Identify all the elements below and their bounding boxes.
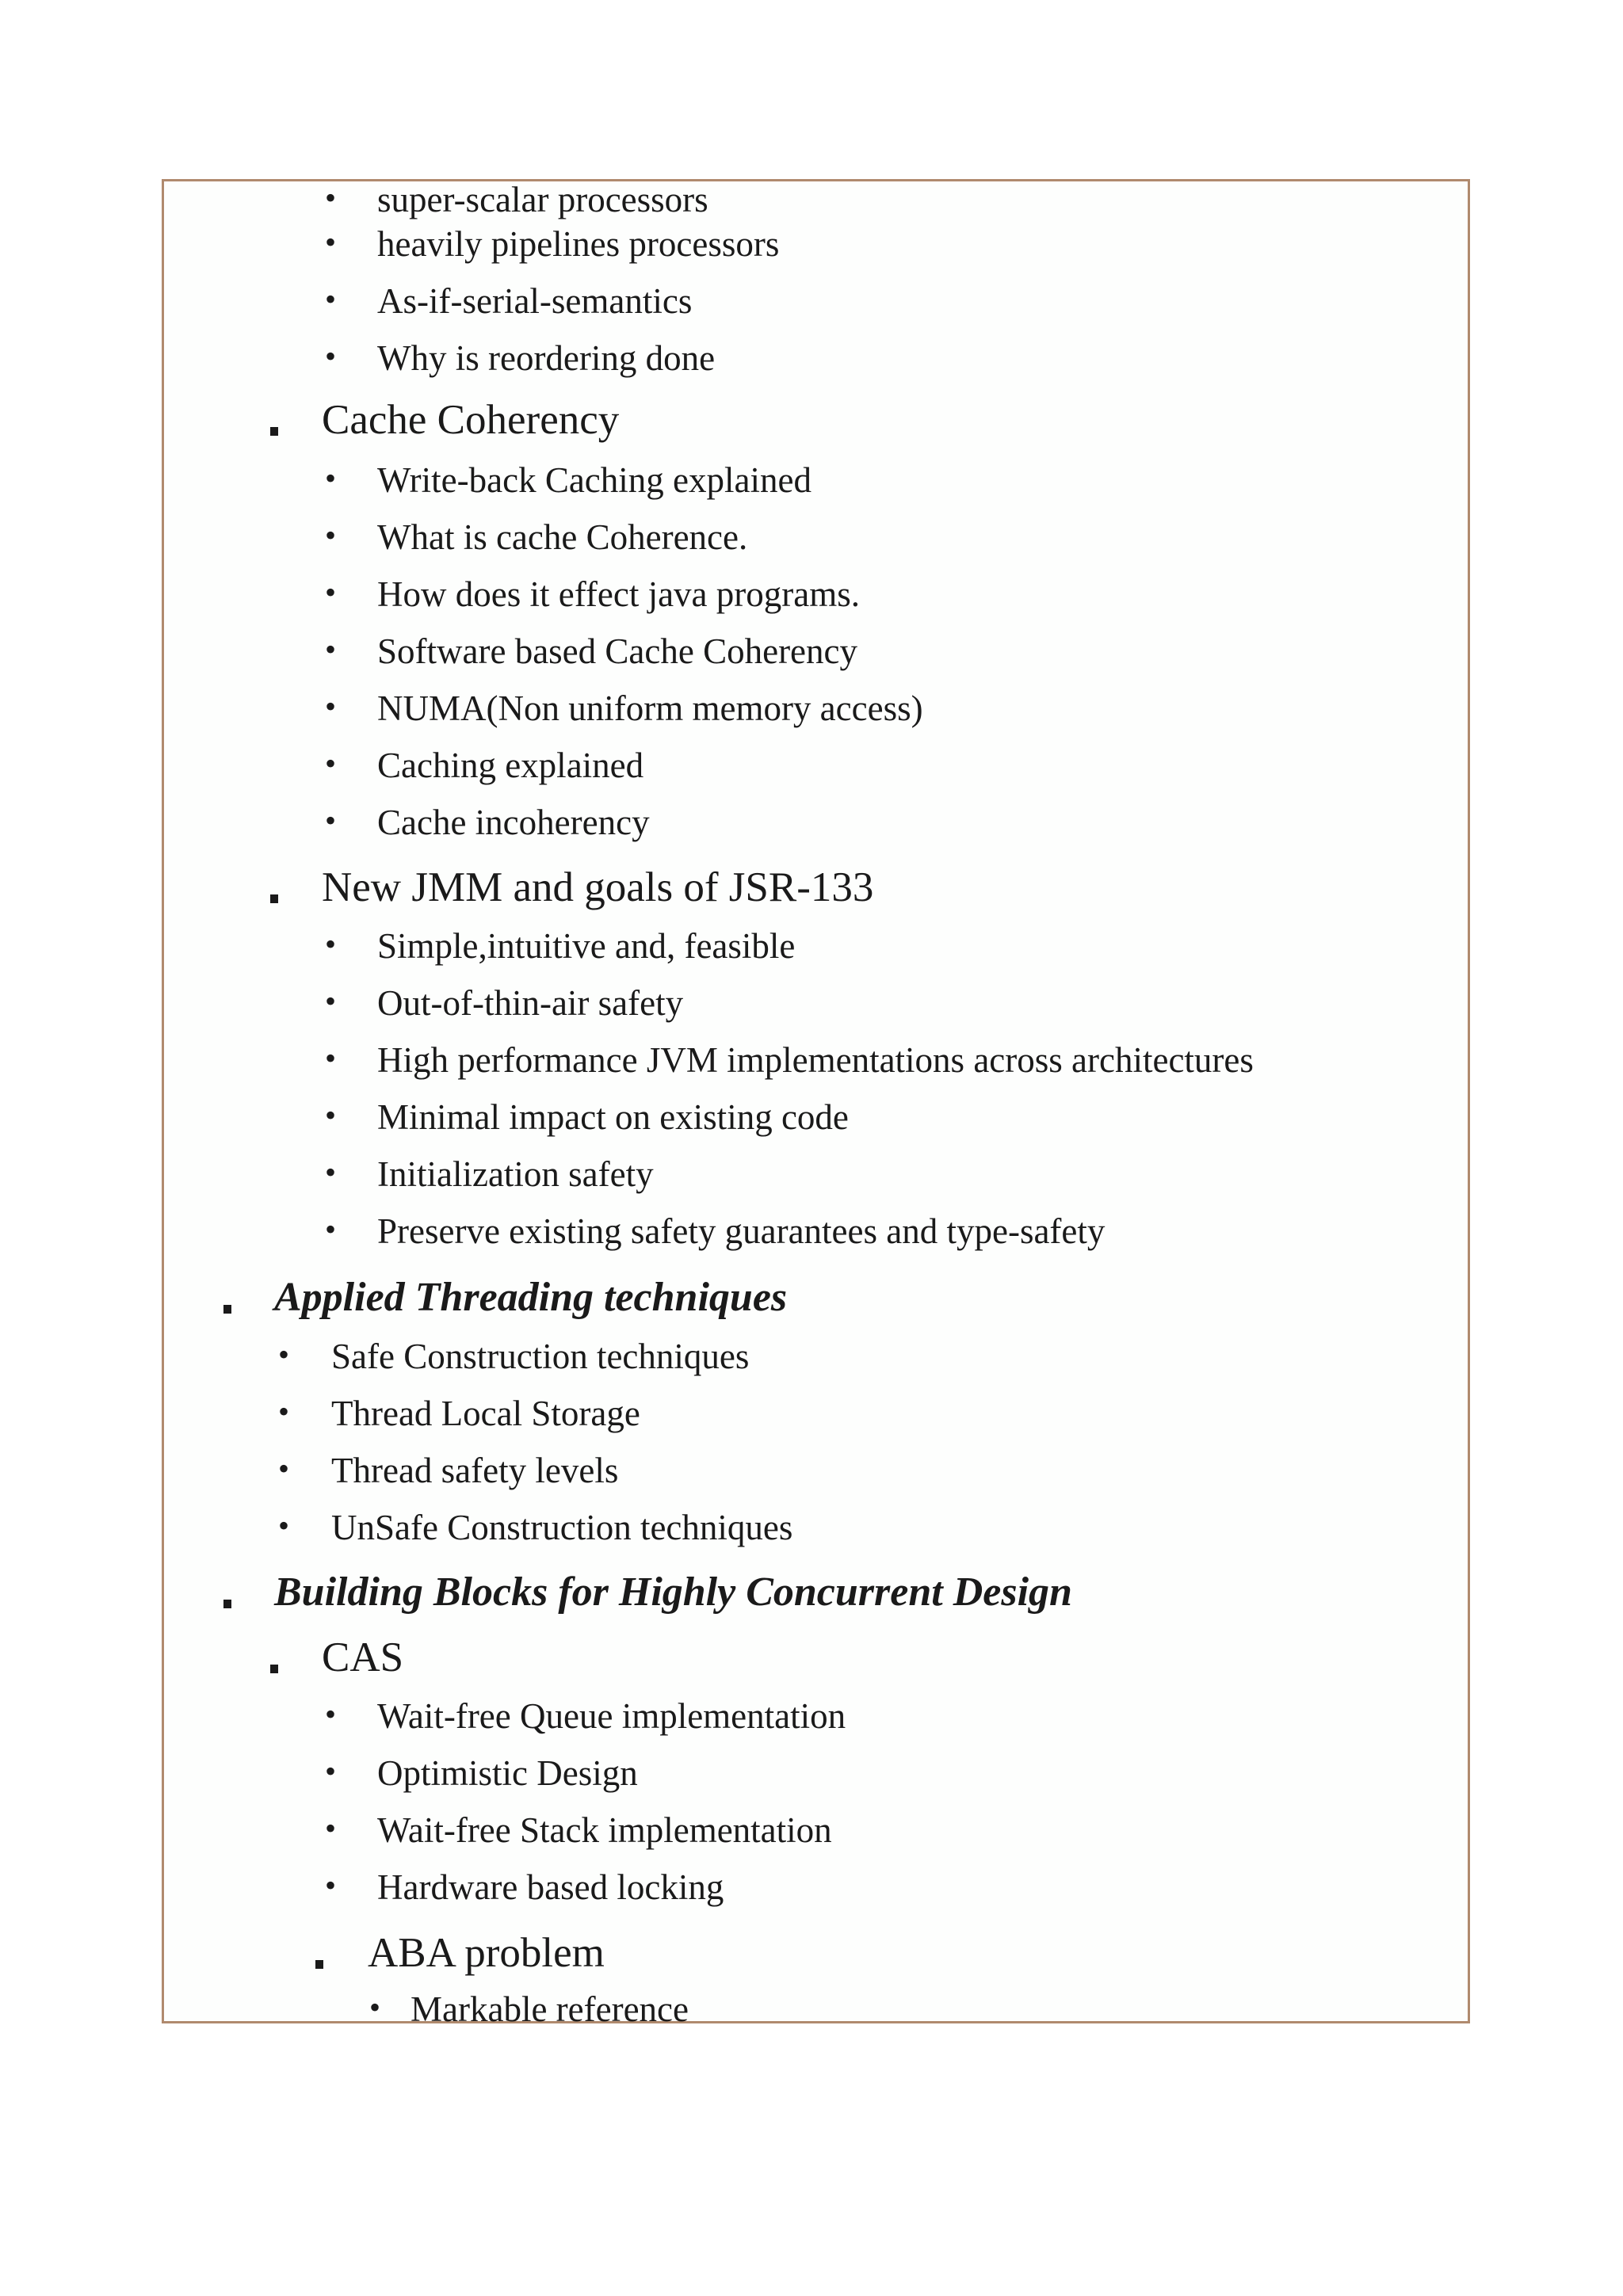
list-item: How does it effect java programs. bbox=[377, 574, 860, 614]
list-item: Initialization safety bbox=[377, 1154, 654, 1194]
list-item: Wait-free Queue implementation bbox=[377, 1696, 846, 1736]
list-item: UnSafe Construction techniques bbox=[331, 1508, 793, 1547]
bullet-dot: • bbox=[278, 1394, 290, 1429]
list-item: Safe Construction techniques bbox=[331, 1337, 750, 1376]
bullet-dot: • bbox=[325, 631, 337, 667]
bullet-dot: • bbox=[325, 1753, 337, 1789]
section-heading-cas: CAS bbox=[322, 1634, 404, 1680]
list-item: What is cache Coherence. bbox=[377, 517, 748, 557]
list-item: NUMA(Non uniform memory access) bbox=[377, 688, 923, 728]
bullet-dot: • bbox=[325, 224, 337, 260]
square-bullet bbox=[223, 1600, 231, 1608]
section-heading-cache-coherency: Cache Coherency bbox=[322, 397, 620, 443]
bullet-dot: • bbox=[325, 803, 337, 838]
list-item: super-scalar processors bbox=[377, 180, 708, 219]
bullet-dot: • bbox=[325, 926, 337, 962]
list-item: Minimal impact on existing code bbox=[377, 1097, 849, 1137]
list-item: Optimistic Design bbox=[377, 1753, 638, 1793]
bullet-dot: • bbox=[278, 1508, 290, 1543]
bullet-dot: • bbox=[325, 338, 337, 374]
section-heading-applied-threading: Applied Threading techniques bbox=[274, 1275, 788, 1320]
square-bullet bbox=[223, 1305, 231, 1314]
list-item: Wait-free Stack implementation bbox=[377, 1810, 832, 1850]
list-item: Simple,intuitive and, feasible bbox=[377, 926, 796, 966]
section-heading-aba-problem: ABA problem bbox=[368, 1930, 605, 1976]
bullet-dot: • bbox=[369, 1989, 381, 2025]
list-item: Software based Cache Coherency bbox=[377, 631, 858, 671]
list-item: Hardware based locking bbox=[377, 1867, 724, 1907]
bullet-dot: • bbox=[325, 281, 337, 317]
square-bullet bbox=[270, 427, 278, 436]
list-item: Write-back Caching explained bbox=[377, 460, 812, 500]
bullet-dot: • bbox=[325, 688, 337, 724]
bullet-dot: • bbox=[278, 1337, 290, 1372]
list-item: High performance JVM implementations across architectures bbox=[377, 1040, 1254, 1080]
bullet-dot: • bbox=[325, 574, 337, 610]
bullet-dot: • bbox=[325, 460, 337, 496]
list-item: Caching explained bbox=[377, 746, 644, 785]
list-item: heavily pipelines processors bbox=[377, 224, 780, 264]
square-bullet bbox=[315, 1960, 323, 1969]
bullet-dot: • bbox=[325, 1040, 337, 1076]
list-item: Markable reference bbox=[411, 1989, 689, 2029]
list-item: Preserve existing safety guarantees and type-safety bbox=[377, 1211, 1106, 1251]
section-heading-new-jmm: New JMM and goals of JSR-133 bbox=[322, 864, 874, 910]
bullet-dot: • bbox=[325, 517, 337, 553]
list-item: Thread Local Storage bbox=[331, 1394, 640, 1433]
bullet-dot: • bbox=[325, 1097, 337, 1133]
square-bullet bbox=[270, 894, 278, 903]
bullet-dot: • bbox=[325, 1810, 337, 1846]
list-item: As-if-serial-semantics bbox=[377, 281, 693, 321]
list-item: Thread safety levels bbox=[331, 1451, 619, 1490]
square-bullet bbox=[270, 1665, 278, 1673]
bullet-dot: • bbox=[325, 983, 337, 1019]
bullet-dot: • bbox=[325, 1696, 337, 1732]
list-item: Why is reordering done bbox=[377, 338, 716, 378]
bullet-dot: • bbox=[278, 1451, 290, 1486]
bullet-dot: • bbox=[325, 180, 337, 215]
bullet-dot: • bbox=[325, 1211, 337, 1247]
section-heading-building-blocks: Building Blocks for Highly Concurrent Design bbox=[274, 1569, 1072, 1615]
list-item: Out-of-thin-air safety bbox=[377, 983, 684, 1023]
bullet-dot: • bbox=[325, 746, 337, 781]
bullet-dot: • bbox=[325, 1154, 337, 1190]
bullet-dot: • bbox=[325, 1867, 337, 1903]
list-item: Cache incoherency bbox=[377, 803, 650, 842]
